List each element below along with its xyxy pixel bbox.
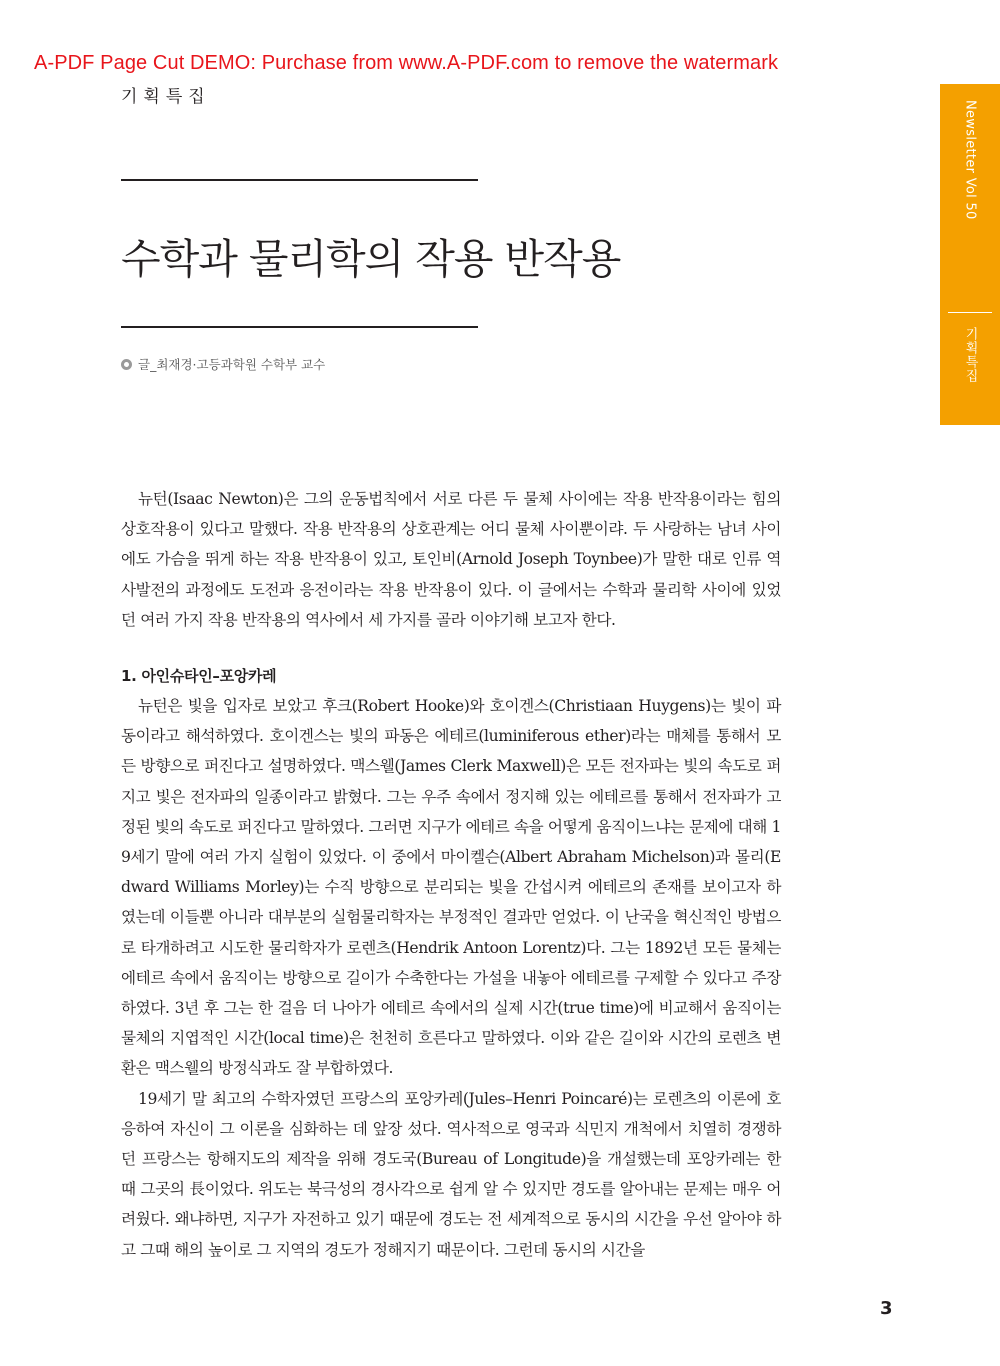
body-paragraph: 19세기 말 최고의 수학자였던 프랑스의 포앙카레(Jules–Henri Poincaré)는 로렌츠의 이론에 호응하여 자신이 그 이론을 심화하는 데 앞장 섰다. 역사적으로 영국과 식민지 개척에서 치열히 경쟁하던 프랑스는 항해지도의 제작을 위해 경도국(Bureau of Longitude)을 개설했는데 포앙카레는 한 때 그곳의 長이었다. 위도는 북극성의 경사각으로 쉽게 알 수 있지만 경도를 알아내는 문제는 매우 어려웠다. 왜냐하면, 지구가 자전하고 있기 때문에 경도는 전 세계적으로 동시의 시간을 우선 알아야 하고 그때 해의 높이로 그 지역의 경도가 정해지기 때문이다. 그런데 동시의 시간을 xyxy=(121,1089,781,1259)
article-title: 수학과 물리학의 작용 반작용 xyxy=(121,235,621,283)
side-tab-section: 기획특집 xyxy=(962,327,978,383)
body-paragraph: 뉴턴은 빛을 입자로 보았고 후크(Robert Hooke)와 호이겐스(Christiaan Huygens)는 빛이 파동이라고 해석하였다. 호이겐스는 빛의 파동은 에테르(luminiferous ether)라는 매체를 통해서 모든 방향으로 퍼진다고 설명하였다. 맥스웰(James Clerk Maxwell)은 모든 전자파는 빛의 속도로 퍼지고 빛은 전자파의 일종이라고 밝혔다. 그는 우주 속에서 정지해 있는 에테르를 통해서 전자파가 고정된 빛의 속도로 퍼진다고 말하였다. 그러면 지구가 에테르 속을 어떻게 움직이느냐는 문제에 대해 19세기 말에 여러 가지 실험이 있었다. 이 중에서 마이켈슨(Albert Abraham Michelson)과 몰리(Edward Williams Morley)는 수직 방향으로 분리되는 빛을 간섭시켜 에테르의 존재를 보이고자 하였는데 이들뿐 아니라 대부분의 실험물리학자는 부정적인 결과만 얻었다. 이 난국을 혁신적인 방법으로 타개하려고 시도한 물리학자가 로렌츠(Hendrik Antoon Lorentz)다. 그는 1892년 모든 물체는 에테르 속에서 움직이는 방향으로 길이가 수축한다는 가설을 내놓아 에테르를 구제할 수 있다고 주장하였다. 3년 후 그는 한 걸음 더 나아가 에테르 속에서의 실제 시간(true time)에 비교해서 움직이는 물체의 지엽적인 시간(local time)은 천천히 흐른다고 말하였다. 이와 같은 길이와 시간의 로렌츠 변환은 맥스웰의 방정식과도 잘 부합하였다. xyxy=(121,697,781,1078)
article-body xyxy=(121,484,781,1265)
title-rule-bottom xyxy=(121,326,478,328)
section-label: 기획특집 xyxy=(121,87,211,107)
byline-text: 글_최재경·고등과학원 수학부 교수 xyxy=(138,357,326,372)
circle-bullet-icon xyxy=(121,359,132,370)
side-tab xyxy=(940,84,1000,425)
title-rule-top xyxy=(121,179,478,181)
newsletter-volume: Newsletter Vol 50 xyxy=(962,100,978,220)
paragraph-gap xyxy=(121,635,781,661)
intro-paragraph: 뉴턴(Isaac Newton)은 그의 운동법칙에서 서로 다른 두 물체 사이에는 작용 반작용이라는 힘의 상호작용이 있다고 말했다. 작용 반작용의 상호관계는 어디 물체 사이뿐이랴. 두 사랑하는 남녀 사이에도 가슴을 뛰게 하는 작용 반작용이 있고, 토인비(Arnold Joseph Toynbee)가 말한 대로 인류 역사발전의 과정에도 도전과 응전이라는 작용 반작용이 있다. 이 글에서는 수학과 물리학 사이에 있었던 여러 가지 작용 반작용의 역사에서 세 가지를 골라 이야기해 보고자 한다. xyxy=(121,490,781,629)
side-tab-divider xyxy=(948,312,992,313)
page-number: 3 xyxy=(880,1298,893,1319)
byline xyxy=(121,355,325,373)
demo-watermark: A-PDF Page Cut DEMO: Purchase from www.A-PDF.com to remove the watermark xyxy=(34,52,779,74)
section-heading: 1. 아인슈타인–포앙카레 xyxy=(121,667,277,686)
